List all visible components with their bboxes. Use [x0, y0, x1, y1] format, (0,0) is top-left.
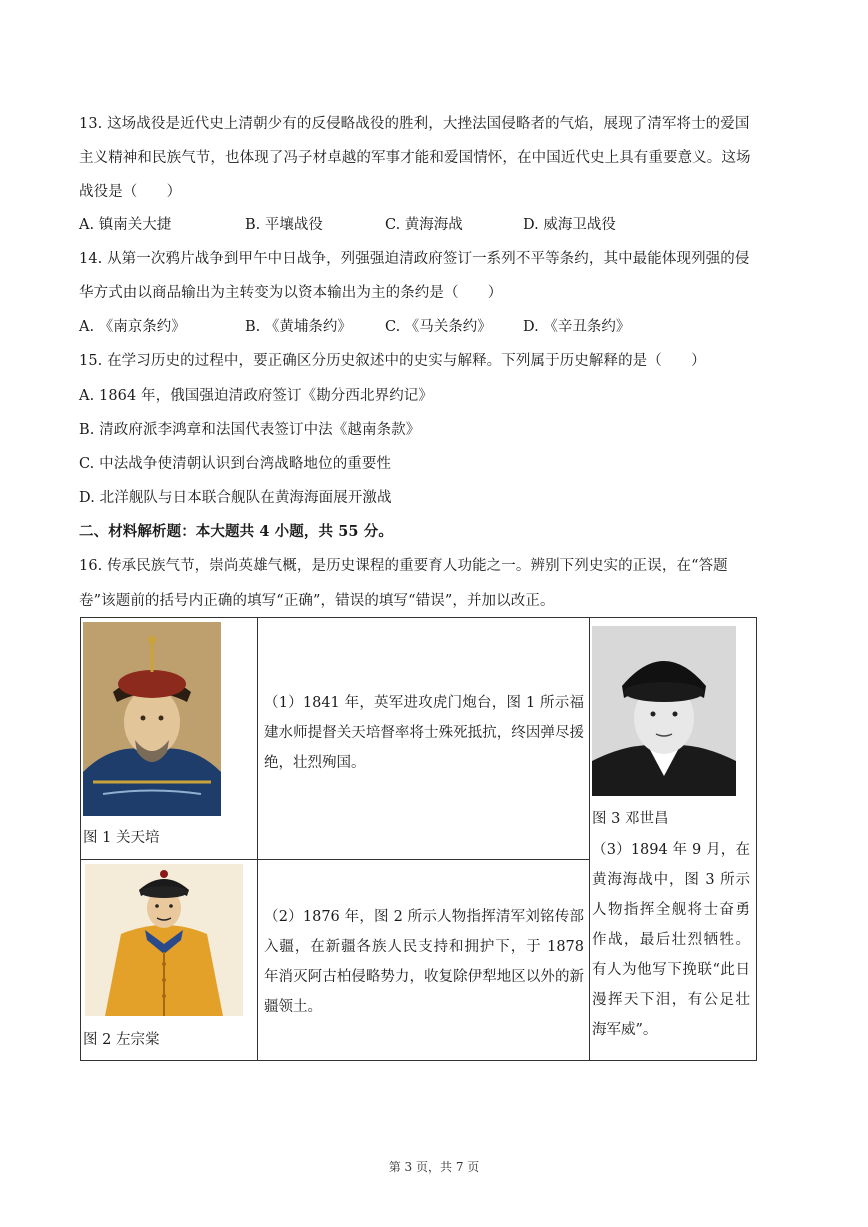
- item3-text: （3）1894 年 9 月，在黄海海战中，图 3 所示人物指挥全舰将士奋勇作战，最后壮烈牺牲。有人为他写下挽联“此日漫挥天下泪，有公足壮海军威”。: [592, 842, 750, 1038]
- q15-option-b: B. 清政府派李鸿章和法国代表签订中法《越南条款》: [79, 422, 421, 438]
- q13-option-c: C. 黄海海战: [385, 217, 463, 233]
- q14-stem-line2: 华方式由以商品输出为主转变为以资本输出为主的条约是（ ）: [79, 285, 503, 301]
- deng-shichang-portrait-image: [592, 626, 736, 796]
- q15-option-d: D. 北洋舰队与日本联合舰队在黄海海面展开激战: [79, 490, 392, 506]
- q16-stem-line1: 16. 传承民族气节，崇尚英雄气概，是历史课程的重要育人功能之一。辨别下列史实的正误，在“答题: [79, 558, 728, 574]
- q15-stem: 15. 在学习历史的过程中，要正确区分历史叙述中的史实与解释。下列属于历史解释的是（ ）: [79, 353, 706, 369]
- item1-cell: [258, 618, 590, 860]
- fig2-caption: 图 2 左宗棠: [83, 1032, 160, 1048]
- fig2-cell: [81, 860, 258, 1061]
- q13-option-d: D. 威海卫战役: [523, 217, 616, 233]
- q14-option-a: A. 《南京条约》: [79, 319, 186, 335]
- q13-stem-line1: 13. 这场战役是近代史上清朝少有的反侵略战役的胜利，大挫法国侵略者的气焰，展现了清军将士的爱国: [79, 116, 750, 132]
- q16-stem-line2: 卷”该题前的括号内正确的填写“正确”，错误的填写“错误”，并加以改正。: [79, 593, 555, 609]
- q13-option-a: A. 镇南关大捷: [79, 217, 172, 233]
- q14-option-c: C. 《马关条约》: [385, 319, 492, 335]
- item1-text: （1）1841 年，英军进攻虎门炮台，图 1 所示福建水师提督关天培督率将士殊死抵抗，终因弹尽援绝，壮烈殉国。: [264, 695, 584, 771]
- q13-option-b: B. 平壤战役: [245, 217, 323, 233]
- q15-option-a: A. 1864 年，俄国强迫清政府签订《勘分西北界约记》: [79, 388, 433, 404]
- q14-stem-line1: 14. 从第一次鸦片战争到甲午中日战争，列强强迫清政府签订一系列不平等条约，其中最能体现列强的侵: [79, 251, 750, 267]
- q15-option-c: C. 中法战争使清朝认识到台湾战略地位的重要性: [79, 456, 392, 472]
- page-footer: 第 3 页，共 7 页: [388, 1160, 480, 1174]
- zuo-zongtang-portrait-image: [85, 864, 243, 1016]
- fig3-cell: [590, 618, 757, 1061]
- fig3-caption: 图 3 邓世昌: [592, 811, 669, 827]
- fig1-cell: [81, 618, 258, 860]
- q14-option-d: D. 《辛丑条约》: [523, 319, 631, 335]
- q13-stem-line2: 主义精神和民族气节，也体现了冯子材卓越的军事才能和爱国情怀，在中国近代史上具有重要意义。这场: [79, 150, 751, 166]
- section-heading: 二、材料解析题：本大题共 4 小题，共 55 分。: [79, 523, 393, 540]
- guan-tianpei-portrait-image: [83, 622, 221, 816]
- material-table: [80, 617, 757, 1061]
- fig1-caption: 图 1 关天培: [83, 830, 160, 846]
- item2-text: （2）1876 年，图 2 所示人物指挥清军刘铭传部入疆，在新疆各族人民支持和拥护下，于 1878 年消灭阿古柏侵略势力，收复除伊犁地区以外的新疆领土。: [264, 909, 584, 1015]
- q13-stem-line3: 战役是（ ）: [79, 184, 182, 200]
- q14-option-b: B. 《黄埔条约》: [245, 319, 352, 335]
- item2-cell: [258, 860, 590, 1061]
